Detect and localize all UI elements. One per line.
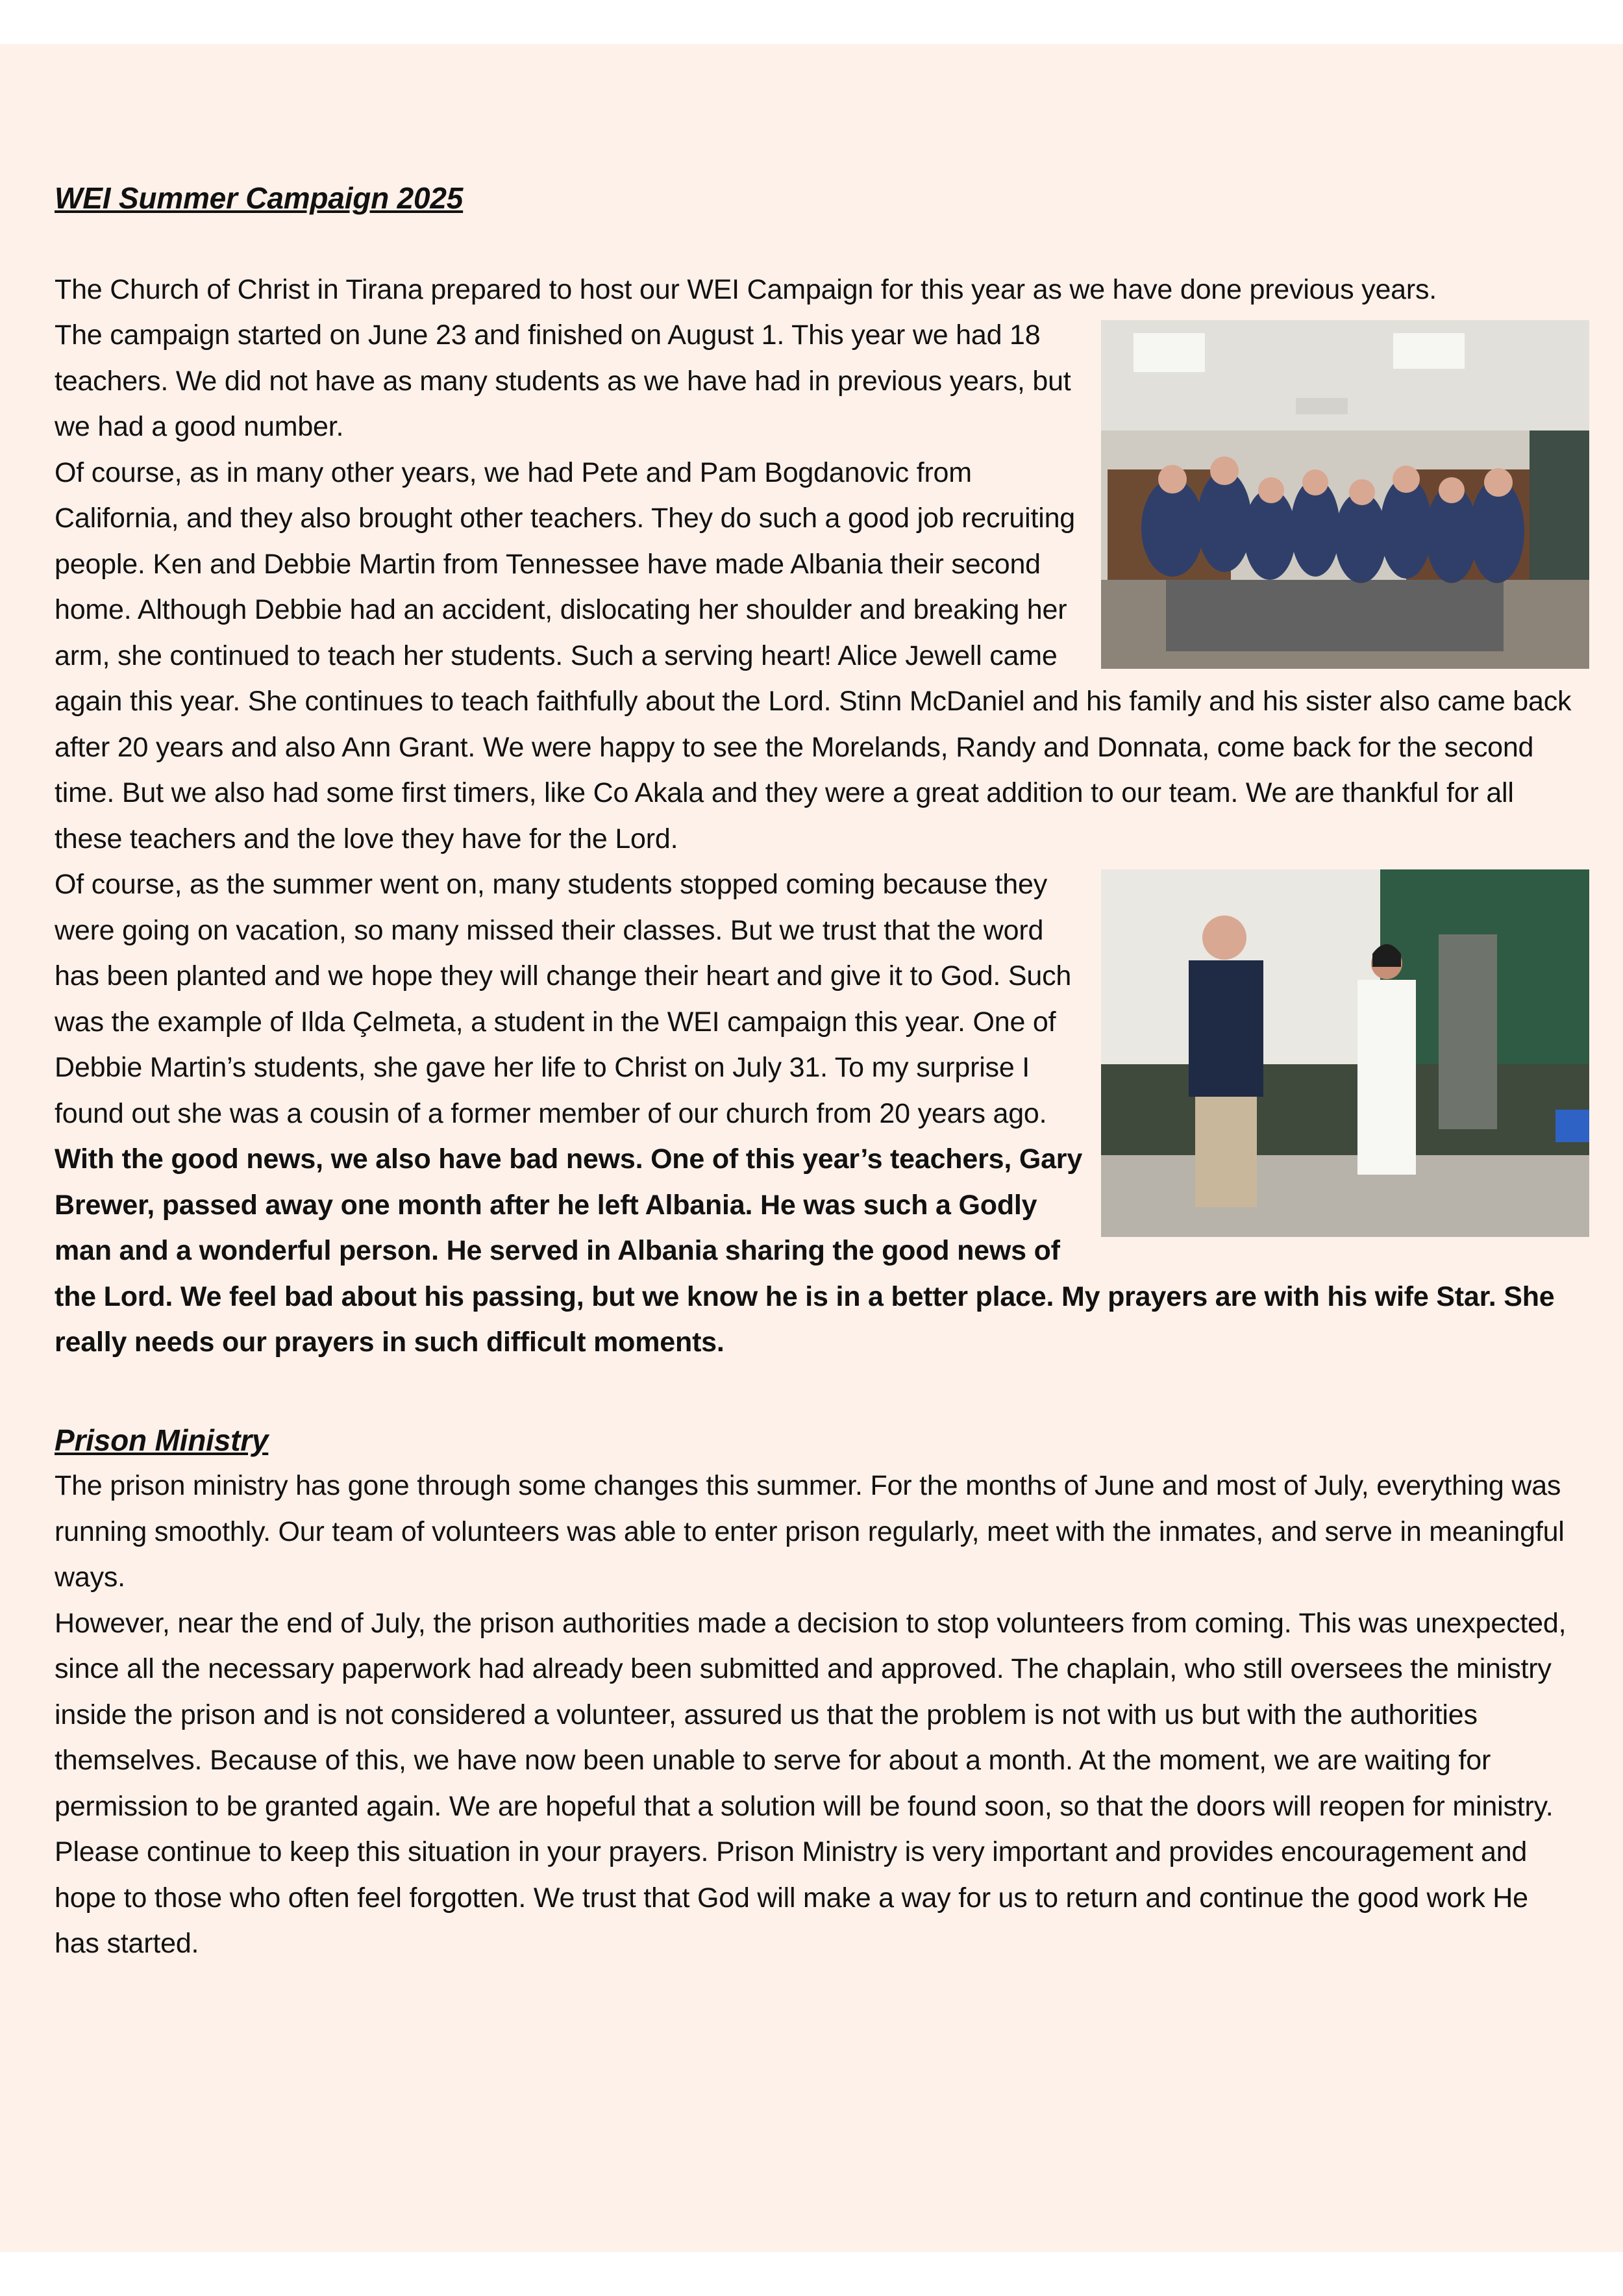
campaign-paragraph-4: With the good news, we also have bad news. One of this year’s teachers, Gary Brewer, passed away one month after he left Albania. He was such a Godly man and a wonderful person. He served in Albania sharing the good news of the Lord. We feel bad about his passing, but we know he is in a better place. My prayers are with his wife Star. She really needs our prayers in such difficult moments. [55,1143,1555,1358]
prison-paragraph-3: Please continue to keep this situation in your prayers. Prison Ministry is very important and provides encouragement and hope to those who often feel forgotten. We trust that God will make a way for us to return and continue the good work He has started. [55,1836,1528,1959]
campaign-paragraph-2: Of course, as in many other years, we had Pete and Pam Bogdanovic from California, and they also brought other teachers. They do such a good job recruiting people. Ken and Debbie Martin from Tennessee have made Albania their second home. Although Debbie had an accident, dislocating her shoulder and breaking her arm, she continued to teach her students. Such a serving heart! Alice Jewell came again this year. She continues to teach faithfully about the Lord. Stinn McDaniel and his family and his sister also came back after 20 years and also Ann Grant. We were happy to see the Morelands, Randy and Donnata, come back for the second time. But we also had some first timers, like Co Akala and they were a great addition to our team. We are thankful for all these teachers and the love they have for the Lord. [55,456,1572,855]
newsletter-page [0,44,1623,2252]
campaign-paragraph-1: The campaign started on June 23 and finished on August 1. This year we had 18 teachers. We did not have as many students as we have had in previous years, but we had a good number. [55,319,1071,442]
campaign-intro: The Church of Christ in Tirana prepared to host our WEI Campaign for this year as we have done previous years. [55,273,1437,305]
page-content [55,175,1580,1967]
spacer [55,1366,1580,1417]
group-photo-illustration [1101,320,1589,669]
prison-paragraph-1: The prison ministry has gone through some changes this summer. For the months of June and most of July, everything was running smoothly. Our team of volunteers was able to enter prison regularly, meet with the inmates, and serve in meaningful ways. [55,1470,1565,1593]
group-photo [1101,320,1589,669]
campaign-paragraph-3: Of course, as the summer went on, many students stopped coming because they were going on vacation, so many missed their classes. But we trust that the word has been planted and we hope they will change their heart and give it to God. Such was the example of Ilda Çelmeta, a student in the WEI campaign this year. One of Debbie Martin’s students, she gave her life to Christ on July 31. To my surprise I found out she was a cousin of a former member of our church from 20 years ago. [55,869,1072,1129]
baptism-photo [1101,869,1589,1237]
baptism-photo-illustration [1101,869,1589,1237]
campaign-heading: WEI Summer Campaign 2025 [55,181,464,215]
prison-paragraph-2: However, near the end of July, the prison authorities made a decision to stop volunteers from coming. This was unexpected, since all the necessary paperwork had already been submitted and approved. The chaplain, who still oversees the ministry inside the prison and is not considered a volunteer, assured us that the problem is not with us but with the authorities themselves. Because of this, we have now been unable to serve for about a month. At the moment, we are waiting for permission to be granted again. We are hopeful that a solution will be found soon, so that the doors will reopen for ministry. [55,1607,1567,1822]
spacer [55,221,1580,267]
prison-heading: Prison Ministry [55,1423,269,1457]
